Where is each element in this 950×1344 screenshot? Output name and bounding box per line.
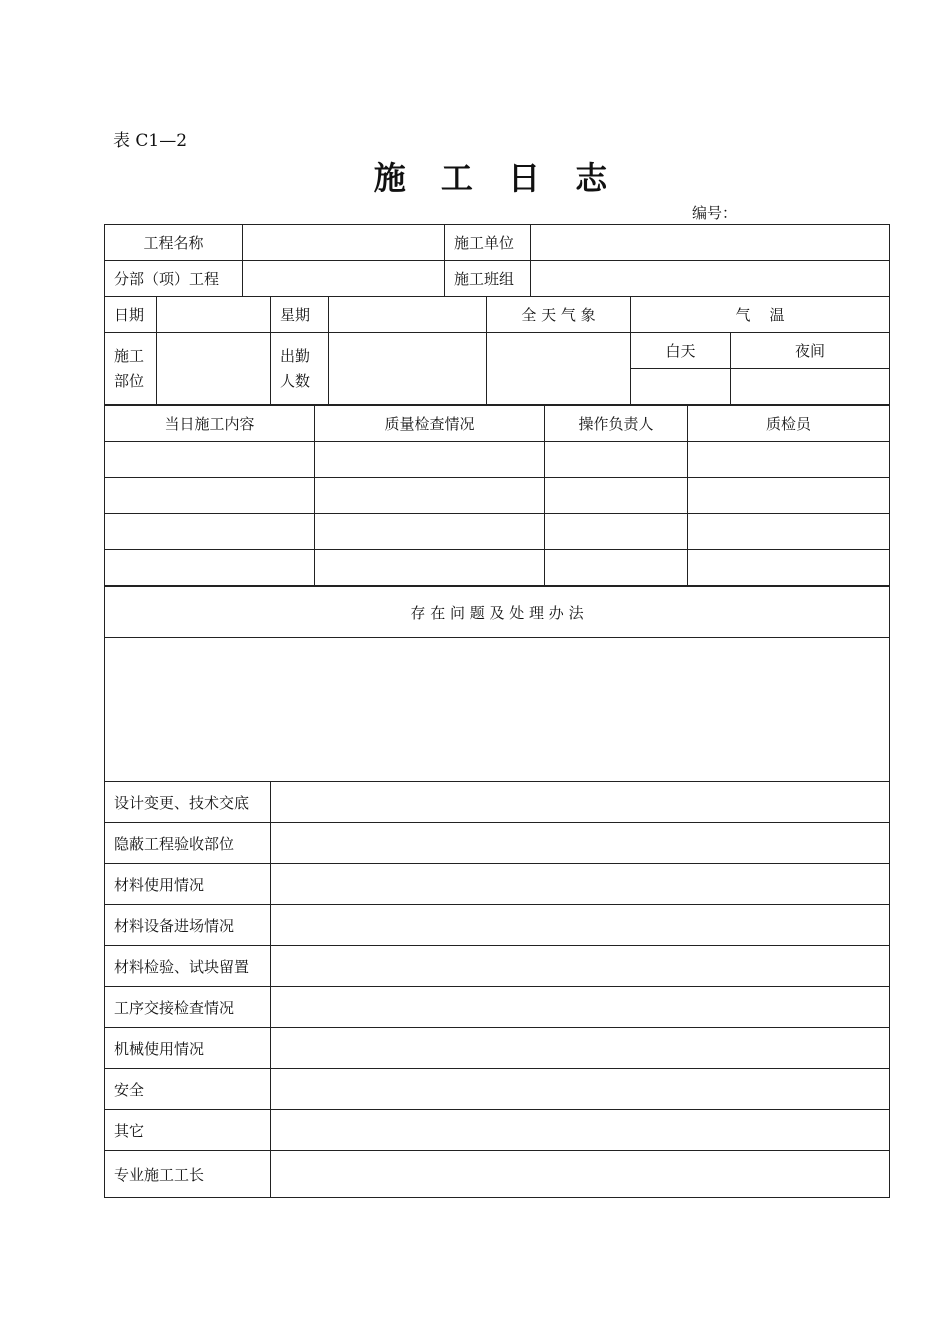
record-value-field[interactable]: [271, 987, 890, 1028]
page-title: 施 工 日 志: [373, 159, 620, 197]
inspector-header: 质检员: [688, 406, 890, 442]
inspector-cell[interactable]: [688, 478, 890, 514]
content-cell[interactable]: [105, 514, 315, 550]
record-row: [105, 1069, 890, 1110]
team-label: 施工班组: [445, 261, 531, 297]
quality-check-cell[interactable]: [315, 478, 545, 514]
record-label: 隐蔽工程验收部位: [105, 823, 271, 864]
record-value-field[interactable]: [271, 1069, 890, 1110]
form-number: 表 C1—2: [113, 131, 188, 151]
subproject-field[interactable]: [243, 261, 445, 297]
operator-cell[interactable]: [545, 478, 688, 514]
weather-label: 全 天 气 象: [487, 297, 631, 333]
record-label: 其它: [105, 1110, 271, 1151]
date-field[interactable]: [157, 297, 271, 333]
record-row: [105, 864, 890, 905]
temperature-label: 气 温: [631, 297, 890, 333]
record-row: [105, 782, 890, 823]
record-value-field[interactable]: [271, 1151, 890, 1198]
record-value-field[interactable]: [271, 1110, 890, 1151]
record-value-field[interactable]: [271, 782, 890, 823]
record-row: [105, 1110, 890, 1151]
operator-cell[interactable]: [545, 550, 688, 586]
contractor-field[interactable]: [531, 225, 890, 261]
date-label: 日期: [105, 297, 157, 333]
issues-table: [104, 586, 890, 782]
record-label: 材料使用情况: [105, 864, 271, 905]
record-row: [105, 987, 890, 1028]
subproject-label: 分部（项）工程: [105, 261, 243, 297]
record-label: 工序交接检查情况: [105, 987, 271, 1028]
content-cell[interactable]: [105, 550, 315, 586]
project-name-field[interactable]: [243, 225, 445, 261]
team-field[interactable]: [531, 261, 890, 297]
inspector-cell[interactable]: [688, 514, 890, 550]
record-row: [105, 905, 890, 946]
content-cell[interactable]: [105, 442, 315, 478]
weather-field[interactable]: [487, 333, 631, 405]
operator-cell[interactable]: [545, 442, 688, 478]
table-row: [105, 478, 890, 514]
record-value-field[interactable]: [271, 946, 890, 987]
night-label: 夜间: [731, 333, 890, 369]
table-row: [105, 550, 890, 586]
record-label: 设计变更、技术交底: [105, 782, 271, 823]
content-cell[interactable]: [105, 478, 315, 514]
weekday-label: 星期: [271, 297, 329, 333]
record-value-field[interactable]: [271, 1028, 890, 1069]
record-label: 机械使用情况: [105, 1028, 271, 1069]
record-row: [105, 946, 890, 987]
record-label: 安全: [105, 1069, 271, 1110]
record-value-field[interactable]: [271, 905, 890, 946]
quality-check-cell[interactable]: [315, 442, 545, 478]
night-temperature-field[interactable]: [731, 369, 890, 405]
record-value-field[interactable]: [271, 864, 890, 905]
project-name-label: 工程名称: [105, 225, 243, 261]
day-label: 白天: [631, 333, 731, 369]
contractor-label: 施工单位: [445, 225, 531, 261]
location-field[interactable]: [157, 333, 271, 405]
record-value-field[interactable]: [271, 823, 890, 864]
records-table: [104, 781, 890, 1198]
weekday-field[interactable]: [329, 297, 487, 333]
record-label: 材料设备进场情况: [105, 905, 271, 946]
record-label: 材料检验、试块留置: [105, 946, 271, 987]
serial-number-label: 编号：: [692, 204, 738, 222]
attendance-field[interactable]: [329, 333, 487, 405]
record-label: 专业施工工长: [105, 1151, 271, 1198]
quality-check-cell[interactable]: [315, 514, 545, 550]
table-row: [105, 442, 890, 478]
attendance-label: 出勤人数: [271, 333, 329, 405]
record-row: [105, 1151, 890, 1198]
operator-cell[interactable]: [545, 514, 688, 550]
date-weather-table: [104, 296, 890, 405]
project-info-table: [104, 224, 890, 297]
issues-heading: 存 在 问 题 及 处 理 办 法: [105, 587, 890, 638]
operator-header: 操作负责人: [545, 406, 688, 442]
issues-body-field[interactable]: [105, 638, 890, 782]
record-row: [105, 823, 890, 864]
day-temperature-field[interactable]: [631, 369, 731, 405]
location-label: 施工部位: [105, 333, 157, 405]
daily-content-table: [104, 405, 890, 586]
quality-check-cell[interactable]: [315, 550, 545, 586]
inspector-cell[interactable]: [688, 550, 890, 586]
quality-check-header: 质量检查情况: [315, 406, 545, 442]
inspector-cell[interactable]: [688, 442, 890, 478]
record-row: [105, 1028, 890, 1069]
content-header: 当日施工内容: [105, 406, 315, 442]
table-row: [105, 514, 890, 550]
